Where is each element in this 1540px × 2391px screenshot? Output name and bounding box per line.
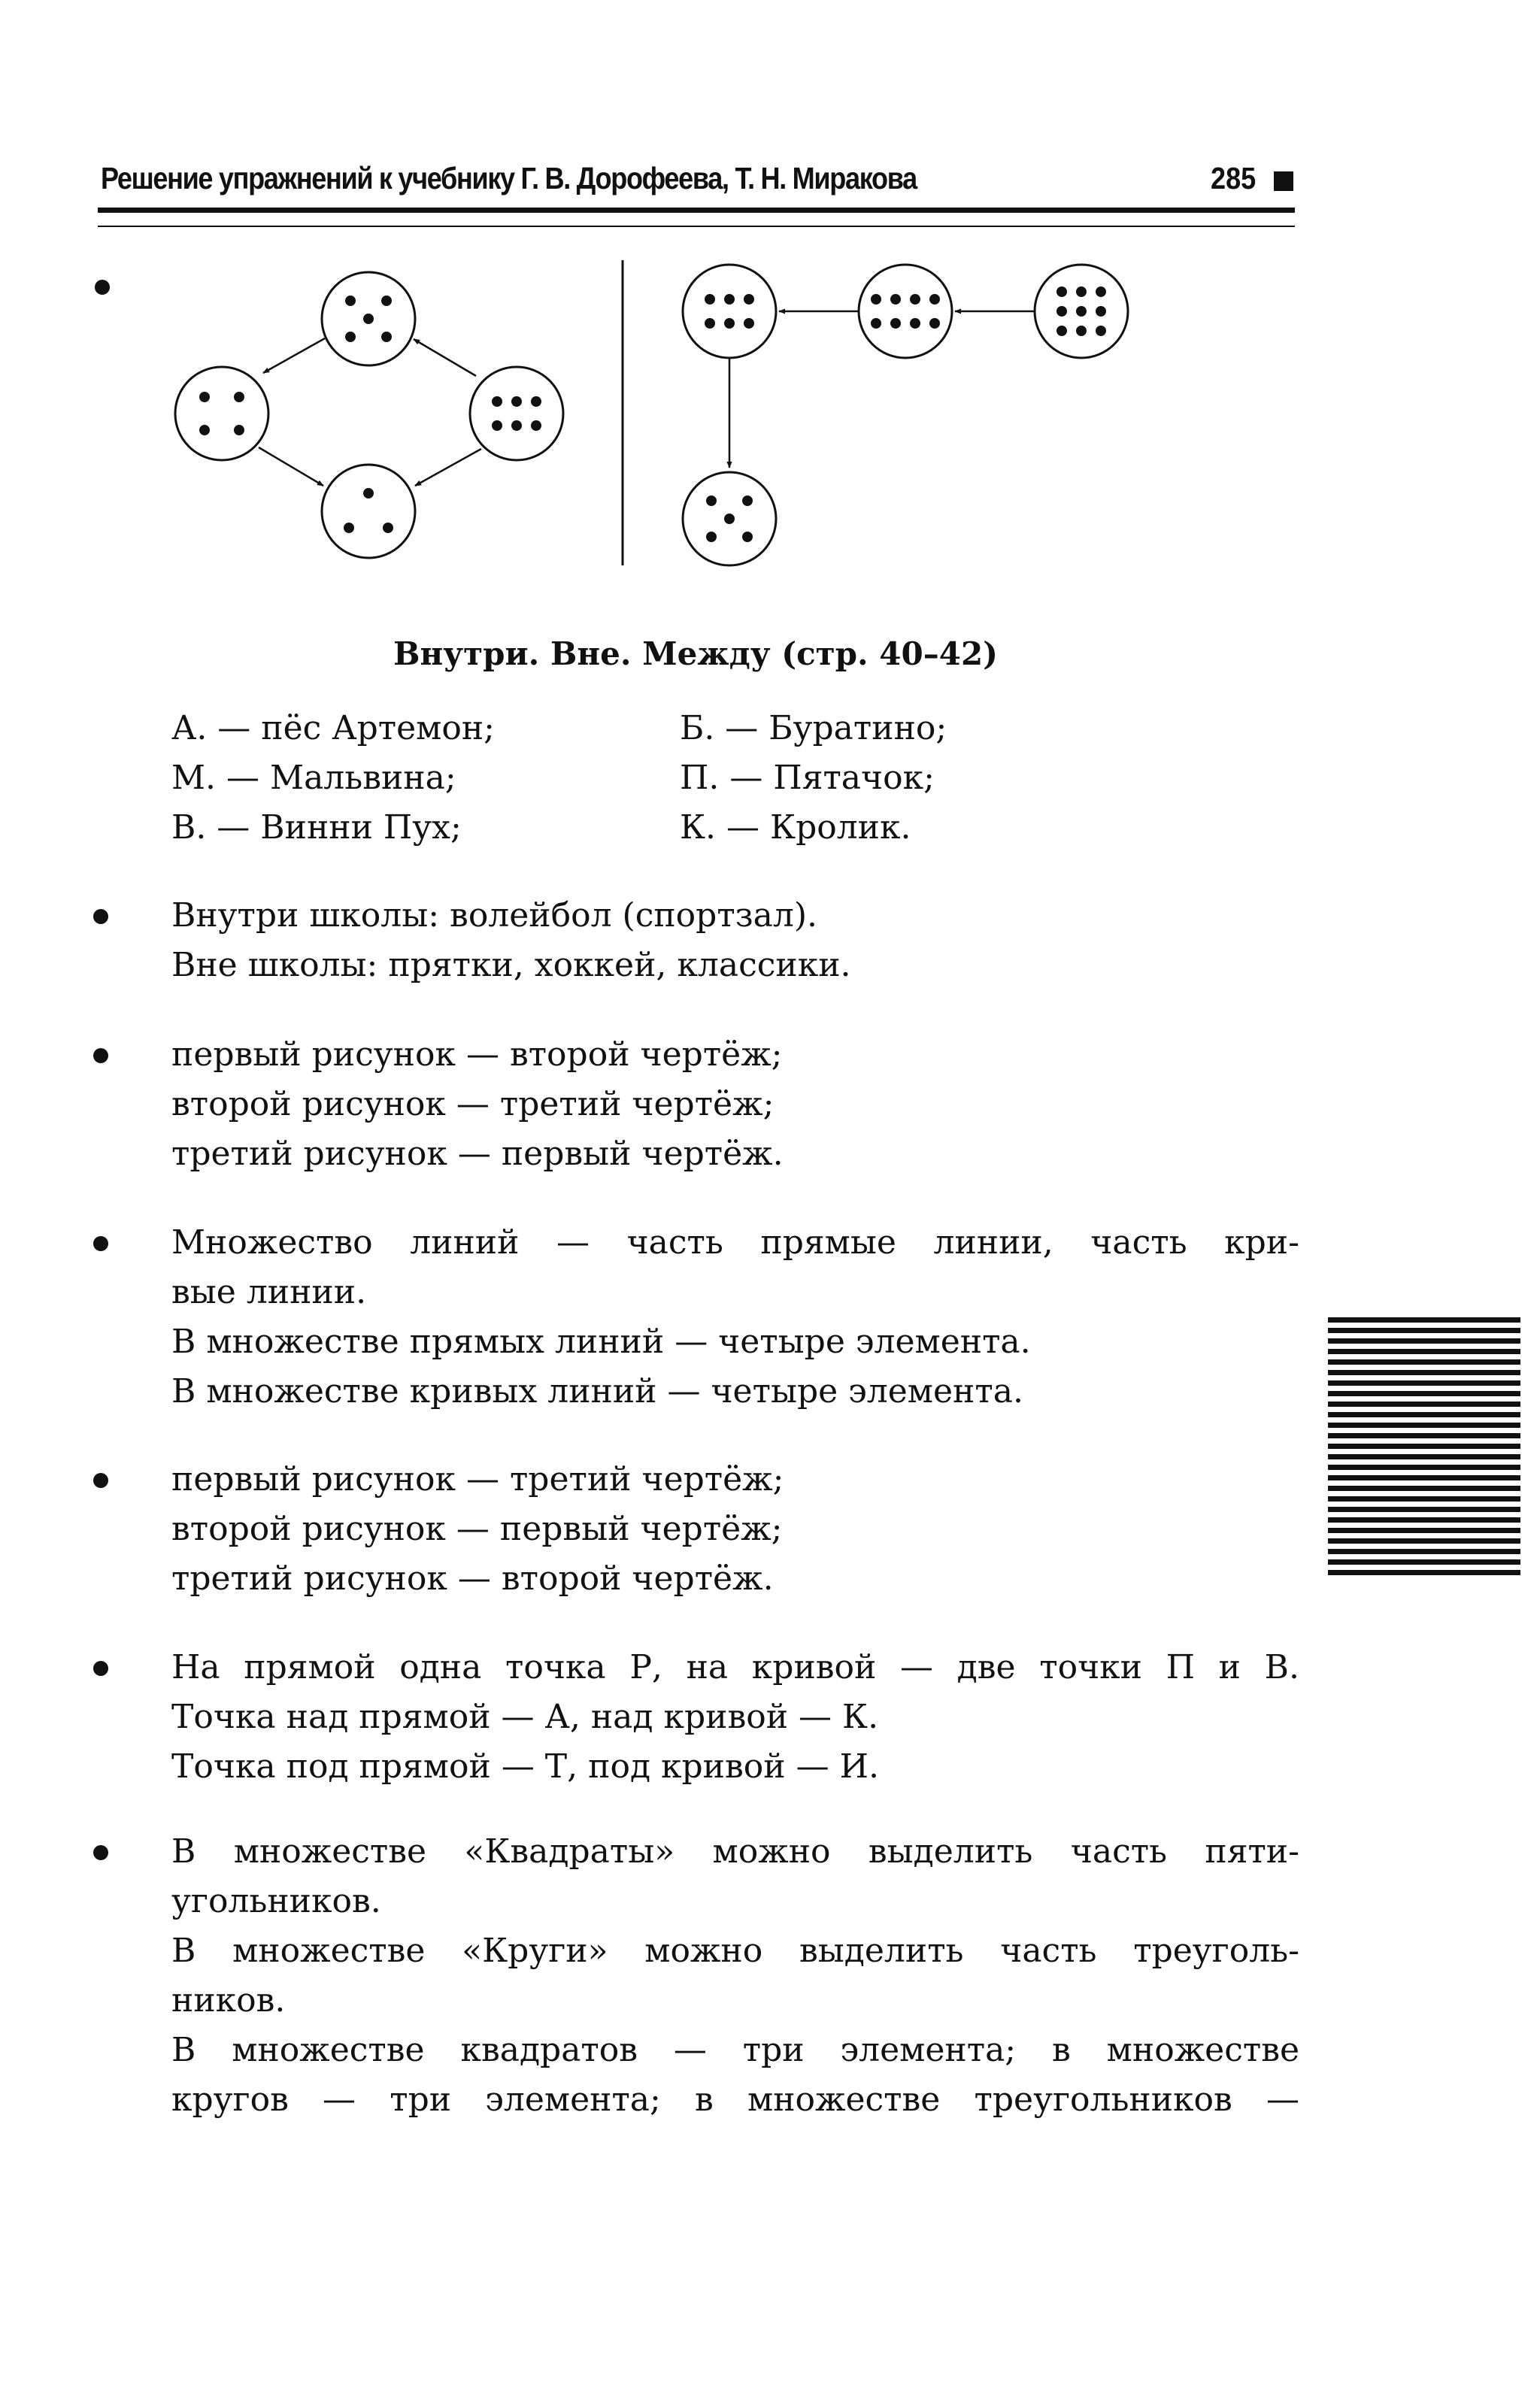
character-entry: П. — Пятачок; <box>680 759 935 797</box>
bullet <box>93 1473 108 1488</box>
section-title: Внутри. Вне. Между (стр. 40–42) <box>393 635 999 672</box>
dot-circles-diagram <box>0 241 1203 571</box>
circle-r1-six <box>683 265 776 358</box>
bullet <box>93 1236 108 1251</box>
bullet <box>93 1845 108 1860</box>
item-line: вые линии. <box>171 1273 367 1311</box>
arrow-right-to-bottom <box>415 449 481 486</box>
item-line: В множестве «Квадраты» можно выделить часть пяти- <box>171 1832 1299 1871</box>
dots <box>199 286 1106 542</box>
character-entry: Б. — Буратино; <box>680 709 947 747</box>
item-line: первый рисунок — третий чертёж; <box>171 1460 784 1499</box>
circle-r2-eight <box>859 265 952 358</box>
side-tab-stripes <box>1328 1317 1520 1580</box>
list-item <box>171 1643 1299 1792</box>
item-line: третий рисунок — второй чертёж. <box>171 1559 774 1598</box>
item-line: Множество линий — часть прямые линии, часть кри- <box>171 1223 1299 1262</box>
item-line: Точка под прямой — Т, под кривой — И. <box>171 1747 879 1786</box>
item-line: угольников. <box>171 1882 381 1920</box>
item-line: Точка над прямой — А, над кривой — К. <box>171 1698 879 1736</box>
header-square-mark <box>1274 171 1293 191</box>
running-header-title: Решение упражнений к учебнику Г. В. Дорофеева, Т. Н. Миракова <box>101 161 917 195</box>
characters-row <box>171 704 947 753</box>
characters-row <box>171 803 911 853</box>
character-entry: А. — пёс Артемон; <box>171 709 496 747</box>
character-entry: В. — Винни Пух; <box>171 808 462 847</box>
item-line: кругов — три элемента; в множестве треугольников — <box>171 2080 1299 2119</box>
item-line: В множестве квадратов — три элемента; в множестве <box>171 2031 1299 2069</box>
character-entry: М. — Мальвина; <box>171 759 456 797</box>
item-line: первый рисунок — второй чертёж; <box>171 1035 783 1074</box>
list-item <box>171 1030 1299 1179</box>
item-line: второй рисунок — третий чертёж; <box>171 1085 775 1123</box>
arrow-right-to-top <box>414 339 476 376</box>
character-entry: К. — Кролик. <box>680 808 911 847</box>
item-line: третий рисунок — первый чертёж. <box>171 1135 784 1173</box>
item-line: В множестве прямых линий — четыре элемента. <box>171 1323 1031 1361</box>
bullet <box>93 1048 108 1063</box>
item-line: Вне школы: прятки, хоккей, классики. <box>171 946 851 984</box>
list-item <box>171 1455 1299 1604</box>
item-line: В множестве кривых линий — четыре элемента. <box>171 1372 1023 1411</box>
bullet <box>93 1661 108 1676</box>
arrow-top-to-left <box>263 338 325 373</box>
item-line: Внутри школы: волейбол (спортзал). <box>171 896 818 935</box>
item-line: В множестве «Круги» можно выделить часть треуголь- <box>171 1932 1299 1970</box>
circle-left-four <box>175 367 268 460</box>
circle-right-six <box>470 367 563 460</box>
item-line: ников. <box>171 1981 286 2020</box>
bullet <box>93 909 108 924</box>
header-rule-thick <box>98 208 1295 213</box>
list-item <box>171 1827 1299 2125</box>
page-number: 285 <box>1211 161 1257 195</box>
item-line: На прямой одна точка Р, на кривой — две точки П и В. <box>171 1648 1299 1686</box>
arrow-left-to-bottom <box>259 447 323 486</box>
list-item <box>171 1218 1299 1417</box>
circle-bottom-three <box>322 465 415 558</box>
list-item <box>171 891 1299 990</box>
characters-list <box>171 704 947 853</box>
item-line: второй рисунок — первый чертёж; <box>171 1510 783 1548</box>
header-rule-thin <box>98 226 1295 227</box>
characters-row <box>171 753 935 803</box>
